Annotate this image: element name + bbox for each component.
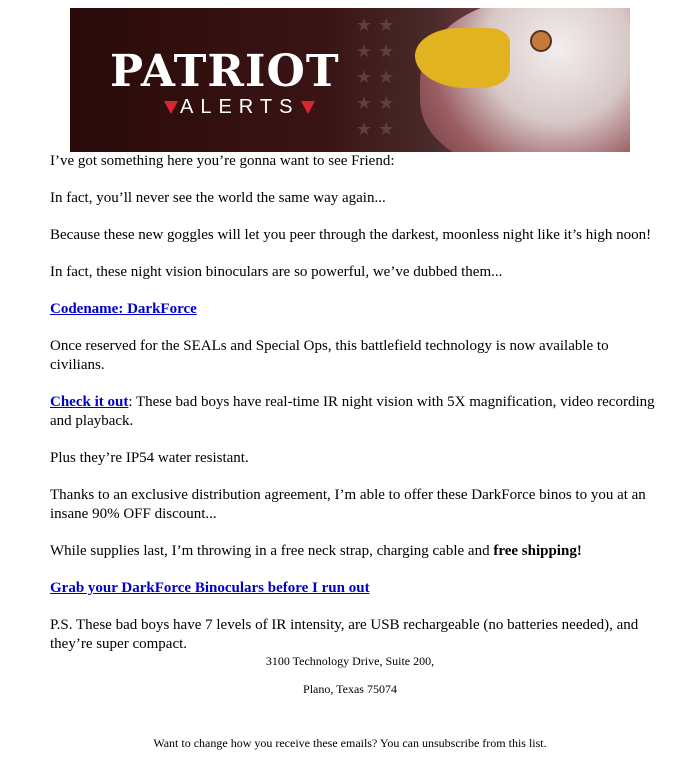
patriot-alerts-banner	[70, 8, 630, 152]
paragraph: In fact, you’ll never see the world the same way again...	[50, 190, 386, 206]
paragraph: In fact, these night vision binoculars are so powerful, we’ve dubbed them...	[50, 264, 503, 280]
paragraph	[50, 542, 660, 561]
logo-patriot: PATRIOT	[110, 46, 340, 97]
paragraph: Thanks to an exclusive distribution agreement, I’m able to offer these DarkForce binos to you at an insane 90% OFF discount...	[50, 487, 646, 522]
paragraph: I’ve got something here you’re gonna want to see Friend:	[50, 153, 395, 169]
flag-stars: ★★★★★★★★★★	[356, 15, 401, 139]
paragraph-text: : These bad boys have real-time IR night vision with 5X magnification, video recording and playback.	[50, 394, 655, 429]
logo-alerts	[162, 96, 317, 119]
address-line-2: Plano, Texas 75074	[303, 682, 397, 696]
check-it-out-link[interactable]: Check it out	[50, 394, 129, 410]
codename-link[interactable]: Codename: DarkForce	[50, 301, 197, 317]
free-shipping-text: free shipping!	[493, 543, 582, 559]
paragraph: Once reserved for the SEALs and Special Ops, this battlefield technology is now available to civilians.	[50, 338, 609, 373]
paragraph	[50, 393, 660, 431]
logo-alerts-text: ALERTS	[180, 96, 300, 118]
grab-binoculars-link[interactable]: Grab your DarkForce Binoculars before I run out	[50, 580, 370, 596]
address-line-1: 3100 Technology Drive, Suite 200,	[265, 654, 435, 668]
paragraph: Because these new goggles will let you peer through the darkest, moonless night like it’s high noon!	[50, 227, 652, 243]
paragraph: Plus they’re IP54 water resistant.	[50, 450, 249, 466]
eagle-eye	[530, 30, 552, 52]
paragraph	[50, 579, 660, 598]
alert-triangle-icon	[164, 101, 178, 114]
paragraph-text: While supplies last, I’m throwing in a free neck strap, charging cable and	[50, 543, 494, 559]
unsubscribe-text[interactable]: Want to change how you receive these emails? You can unsubscribe from this list.	[153, 736, 547, 750]
ps-paragraph: P.S. These bad boys have 7 levels of IR intensity, are USB rechargeable (no batteries needed), and they’re super compact.	[50, 617, 639, 652]
paragraph	[50, 300, 660, 319]
alert-triangle-icon	[301, 101, 315, 114]
email-body	[50, 152, 660, 654]
